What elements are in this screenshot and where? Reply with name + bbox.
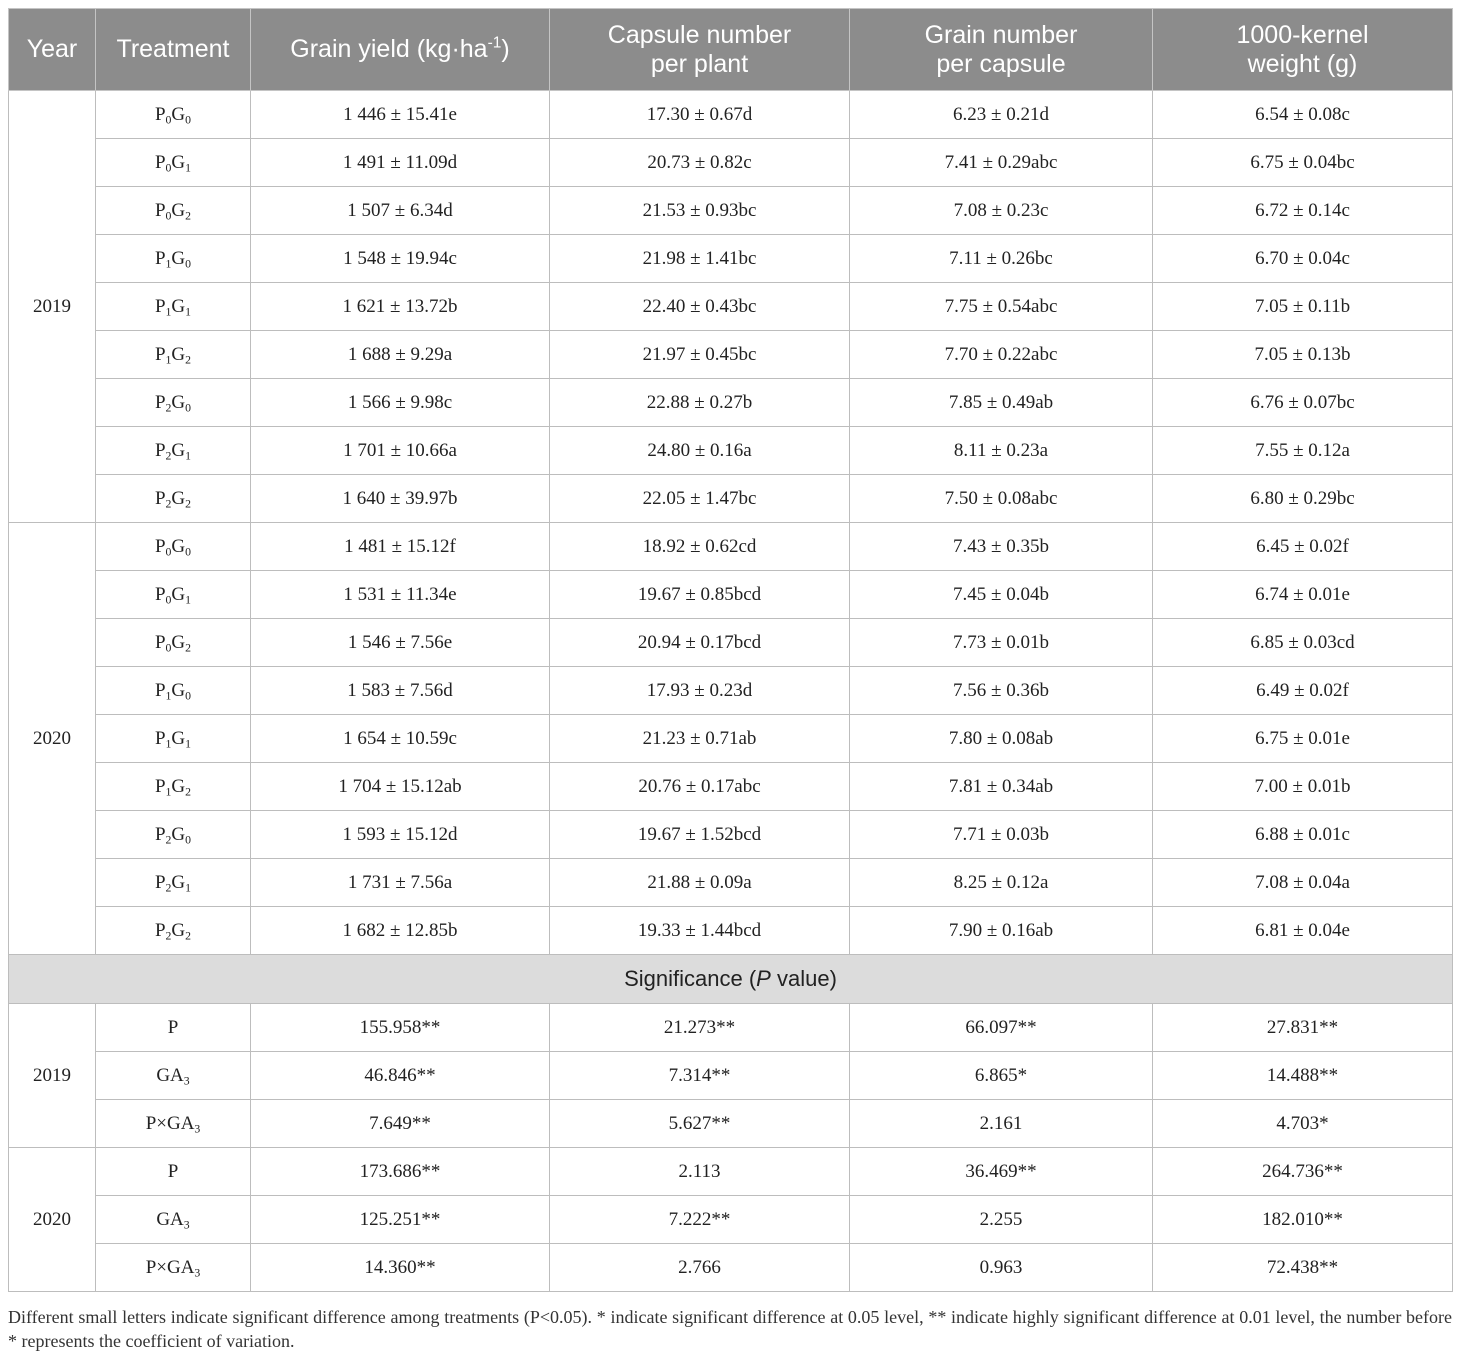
table-footnote: Different small letters indicate significant difference among treatments (P<0.05). * indicate significant difference at 0.05 level, ** indicate highly significant difference at 0.01 level, the number before * represents the coefficient of variation. — [8, 1307, 1452, 1351]
kernel-weight-cell: 6.74 ± 0.01e — [1153, 571, 1453, 619]
grain-yield-cell: 1 701 ± 10.66a — [251, 427, 550, 475]
grain-number-cell: 6.865* — [850, 1052, 1153, 1100]
grain-yield-cell: 1 546 ± 7.56e — [251, 619, 550, 667]
capsule-number-cell: 20.94 ± 0.17bcd — [550, 619, 850, 667]
capsule-number-cell: 21.53 ± 0.93bc — [550, 187, 850, 235]
significance-row — [9, 1244, 1453, 1292]
capsule-number-cell: 7.314** — [550, 1052, 850, 1100]
kernel-weight-cell: 6.80 ± 0.29bc — [1153, 475, 1453, 523]
capsule-number-cell: 19.67 ± 1.52bcd — [550, 811, 850, 859]
grain-yield-cell: 1 688 ± 9.29a — [251, 331, 550, 379]
header-row — [9, 9, 1453, 91]
grain-number-cell: 7.43 ± 0.35b — [850, 523, 1153, 571]
treatment-cell: $P_2G_0$ — [96, 379, 251, 427]
kernel-weight-cell: 6.49 ± 0.02f — [1153, 667, 1453, 715]
factor-cell: P — [96, 1148, 251, 1196]
header-grain-number: Grain number per capsule — [850, 9, 1153, 91]
grain-number-cell: 7.81 ± 0.34ab — [850, 763, 1153, 811]
year-cell: 2019 — [9, 91, 96, 523]
kernel-weight-cell: 264.736** — [1153, 1148, 1453, 1196]
capsule-number-cell: 20.76 ± 0.17abc — [550, 763, 850, 811]
kernel-weight-cell: 6.45 ± 0.02f — [1153, 523, 1453, 571]
treatment-cell: $P_2G_1$ — [96, 859, 251, 907]
table-row — [9, 619, 1453, 667]
factor-cell: $P\times GA_3$ — [96, 1100, 251, 1148]
grain-yield-cell: 1 593 ± 15.12d — [251, 811, 550, 859]
grain-number-cell: 7.70 ± 0.22abc — [850, 331, 1153, 379]
factor-cell: $GA_3$ — [96, 1196, 251, 1244]
grain-number-cell: 7.50 ± 0.08abc — [850, 475, 1153, 523]
grain-yield-cell: 125.251** — [251, 1196, 550, 1244]
grain-number-cell: 7.90 ± 0.16ab — [850, 907, 1153, 955]
grain-yield-cell: 1 446 ± 15.41e — [251, 91, 550, 139]
treatment-cell: $P_2G_1$ — [96, 427, 251, 475]
grain-yield-cell: 1 621 ± 13.72b — [251, 283, 550, 331]
grain-number-cell: 7.45 ± 0.04b — [850, 571, 1153, 619]
capsule-number-cell: 24.80 ± 0.16a — [550, 427, 850, 475]
kernel-weight-cell: 6.75 ± 0.04bc — [1153, 139, 1453, 187]
kernel-weight-cell: 27.831** — [1153, 1004, 1453, 1052]
significance-heading: Significance (P value) — [9, 955, 1453, 1004]
table-row — [9, 139, 1453, 187]
treatment-cell: $P_1G_0$ — [96, 667, 251, 715]
grain-yield-cell: 1 731 ± 7.56a — [251, 859, 550, 907]
grain-yield-cell: 1 654 ± 10.59c — [251, 715, 550, 763]
year-cell: 2019 — [9, 1004, 96, 1148]
grain-number-cell: 7.08 ± 0.23c — [850, 187, 1153, 235]
grain-number-cell: 7.80 ± 0.08ab — [850, 715, 1153, 763]
treatment-cell: $P_0G_2$ — [96, 187, 251, 235]
grain-number-cell: 7.41 ± 0.29abc — [850, 139, 1153, 187]
kernel-weight-cell: 7.00 ± 0.01b — [1153, 763, 1453, 811]
table-row — [9, 859, 1453, 907]
table-row — [9, 91, 1453, 139]
table-row — [9, 571, 1453, 619]
year-cell: 2020 — [9, 523, 96, 955]
treatment-cell: $P_1G_2$ — [96, 331, 251, 379]
kernel-weight-cell: 72.438** — [1153, 1244, 1453, 1292]
kernel-weight-cell: 7.05 ± 0.11b — [1153, 283, 1453, 331]
kernel-weight-cell: 6.81 ± 0.04e — [1153, 907, 1453, 955]
grain-yield-cell: 14.360** — [251, 1244, 550, 1292]
capsule-number-cell: 21.88 ± 0.09a — [550, 859, 850, 907]
grain-number-cell: 8.11 ± 0.23a — [850, 427, 1153, 475]
kernel-weight-cell: 182.010** — [1153, 1196, 1453, 1244]
table-row — [9, 715, 1453, 763]
grain-number-cell: 2.161 — [850, 1100, 1153, 1148]
capsule-number-cell: 19.33 ± 1.44bcd — [550, 907, 850, 955]
grain-yield-cell: 1 640 ± 39.97b — [251, 475, 550, 523]
grain-yield-cell: 1 548 ± 19.94c — [251, 235, 550, 283]
capsule-number-cell: 22.88 ± 0.27b — [550, 379, 850, 427]
table-header — [9, 9, 1453, 91]
treatment-cell: $P_1G_1$ — [96, 715, 251, 763]
treatment-cell: $P_0G_0$ — [96, 91, 251, 139]
capsule-number-cell: 18.92 ± 0.62cd — [550, 523, 850, 571]
treatment-cell: $P_0G_1$ — [96, 139, 251, 187]
grain-number-cell: 7.85 ± 0.49ab — [850, 379, 1153, 427]
capsule-number-cell: 19.67 ± 0.85bcd — [550, 571, 850, 619]
table-row — [9, 427, 1453, 475]
table-row — [9, 523, 1453, 571]
factor-cell: P — [96, 1004, 251, 1052]
kernel-weight-cell: 7.55 ± 0.12a — [1153, 427, 1453, 475]
grain-yield-cell: 1 491 ± 11.09d — [251, 139, 550, 187]
capsule-number-cell: 22.40 ± 0.43bc — [550, 283, 850, 331]
capsule-number-cell: 2.766 — [550, 1244, 850, 1292]
grain-number-cell: 7.56 ± 0.36b — [850, 667, 1153, 715]
table-row — [9, 379, 1453, 427]
header-grain-yield: Grain yield $(kg\cdot ha^{-1})$ — [251, 9, 550, 91]
capsule-number-cell: 5.627** — [550, 1100, 850, 1148]
grain-number-cell: 2.255 — [850, 1196, 1153, 1244]
grain-yield-cell: 1 481 ± 15.12f — [251, 523, 550, 571]
table-row — [9, 475, 1453, 523]
kernel-weight-cell: 6.54 ± 0.08c — [1153, 91, 1453, 139]
table-row — [9, 811, 1453, 859]
significance-band — [9, 955, 1453, 1004]
grain-number-cell: 8.25 ± 0.12a — [850, 859, 1153, 907]
treatment-cell: $P_1G_0$ — [96, 235, 251, 283]
table-row — [9, 331, 1453, 379]
header-kernel-weight: 1000-kernel weight (g) — [1153, 9, 1453, 91]
factor-cell: $P\times GA_3$ — [96, 1244, 251, 1292]
grain-yield-cell: 173.686** — [251, 1148, 550, 1196]
grain-number-cell: 7.73 ± 0.01b — [850, 619, 1153, 667]
table-body — [9, 91, 1453, 1292]
grain-yield-cell: 7.649** — [251, 1100, 550, 1148]
results-table-container — [8, 8, 1452, 1292]
table-row — [9, 907, 1453, 955]
header-capsule-number: Capsule number per plant — [550, 9, 850, 91]
kernel-weight-cell: 6.85 ± 0.03cd — [1153, 619, 1453, 667]
table-row — [9, 667, 1453, 715]
grain-yield-cell: 1 704 ± 15.12ab — [251, 763, 550, 811]
treatment-cell: $P_0G_1$ — [96, 571, 251, 619]
significance-row — [9, 1004, 1453, 1052]
grain-number-cell: 7.75 ± 0.54abc — [850, 283, 1153, 331]
capsule-number-cell: 21.23 ± 0.71ab — [550, 715, 850, 763]
capsule-number-cell: 22.05 ± 1.47bc — [550, 475, 850, 523]
kernel-weight-cell: 7.08 ± 0.04a — [1153, 859, 1453, 907]
kernel-weight-cell: 4.703* — [1153, 1100, 1453, 1148]
treatment-cell: $P_1G_2$ — [96, 763, 251, 811]
treatment-cell: $P_2G_0$ — [96, 811, 251, 859]
grain-number-cell: 7.11 ± 0.26bc — [850, 235, 1153, 283]
grain-yield-cell: 155.958** — [251, 1004, 550, 1052]
grain-number-cell: 0.963 — [850, 1244, 1153, 1292]
year-cell: 2020 — [9, 1148, 96, 1292]
capsule-number-cell: 21.273** — [550, 1004, 850, 1052]
table-row — [9, 283, 1453, 331]
table-row — [9, 763, 1453, 811]
capsule-number-cell: 21.97 ± 0.45bc — [550, 331, 850, 379]
kernel-weight-cell: 7.05 ± 0.13b — [1153, 331, 1453, 379]
capsule-number-cell: 2.113 — [550, 1148, 850, 1196]
treatment-cell: $P_0G_2$ — [96, 619, 251, 667]
treatment-cell: $P_1G_1$ — [96, 283, 251, 331]
kernel-weight-cell: 6.75 ± 0.01e — [1153, 715, 1453, 763]
significance-row — [9, 1148, 1453, 1196]
header-treatment: Treatment — [96, 9, 251, 91]
significance-row — [9, 1196, 1453, 1244]
treatment-cell: $P_2G_2$ — [96, 907, 251, 955]
treatment-cell: $P_2G_2$ — [96, 475, 251, 523]
grain-number-cell: 6.23 ± 0.21d — [850, 91, 1153, 139]
treatment-cell: $P_0G_0$ — [96, 523, 251, 571]
capsule-number-cell: 17.93 ± 0.23d — [550, 667, 850, 715]
grain-number-cell: 66.097** — [850, 1004, 1153, 1052]
grain-number-cell: 7.71 ± 0.03b — [850, 811, 1153, 859]
kernel-weight-cell: 14.488** — [1153, 1052, 1453, 1100]
grain-number-cell: 36.469** — [850, 1148, 1153, 1196]
significance-row — [9, 1052, 1453, 1100]
table-row — [9, 187, 1453, 235]
grain-yield-cell: 1 566 ± 9.98c — [251, 379, 550, 427]
grain-yield-cell: 1 682 ± 12.85b — [251, 907, 550, 955]
kernel-weight-cell: 6.72 ± 0.14c — [1153, 187, 1453, 235]
capsule-number-cell: 17.30 ± 0.67d — [550, 91, 850, 139]
significance-row — [9, 1100, 1453, 1148]
capsule-number-cell: 20.73 ± 0.82c — [550, 139, 850, 187]
grain-yield-cell: 46.846** — [251, 1052, 550, 1100]
table-row — [9, 235, 1453, 283]
header-year: Year — [9, 9, 96, 91]
grain-yield-cell: 1 531 ± 11.34e — [251, 571, 550, 619]
kernel-weight-cell: 6.70 ± 0.04c — [1153, 235, 1453, 283]
capsule-number-cell: 7.222** — [550, 1196, 850, 1244]
results-table — [8, 8, 1453, 1292]
grain-yield-cell: 1 583 ± 7.56d — [251, 667, 550, 715]
capsule-number-cell: 21.98 ± 1.41bc — [550, 235, 850, 283]
grain-yield-cell: 1 507 ± 6.34d — [251, 187, 550, 235]
kernel-weight-cell: 6.88 ± 0.01c — [1153, 811, 1453, 859]
factor-cell: $GA_3$ — [96, 1052, 251, 1100]
kernel-weight-cell: 6.76 ± 0.07bc — [1153, 379, 1453, 427]
